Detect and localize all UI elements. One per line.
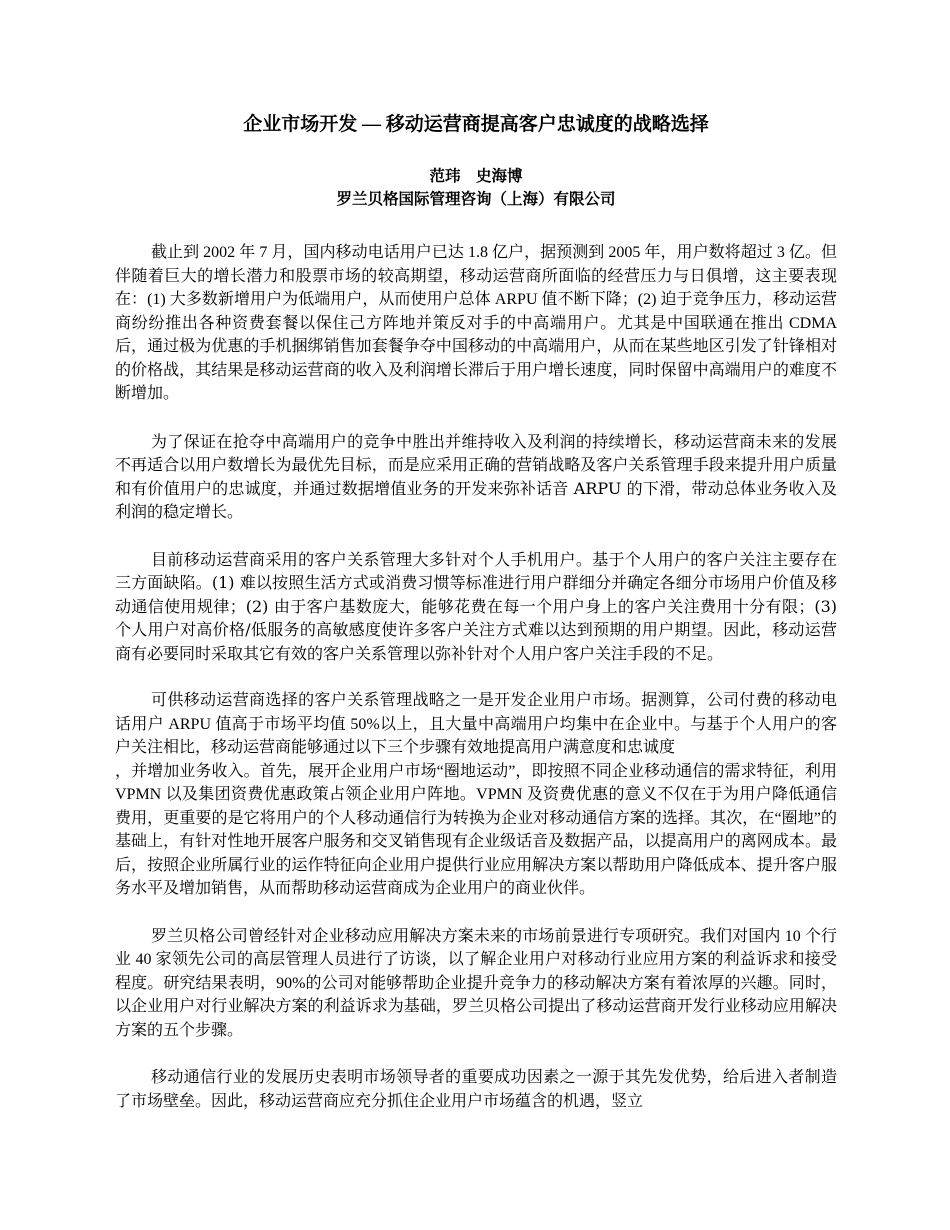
document-authors: 范玮 史海博 bbox=[429, 168, 523, 185]
paragraph-5: 罗兰贝格公司曾经针对企业移动应用解决方案未来的市场前景进行专项研究。我们对国内 10 个行业 40 家领先公司的高层管理人员进行了访谈，以了解企业用户对移动行业应用方案的利益诉求和接受程度。研究结果表明，90%的公司对能够帮助企业提升竞争力的移动解决方案有着浓厚的兴趣。同时，以企业用户对行业解决方案的利益诉求为基础，罗兰贝格公司提出了移动运营商开发行业移动应用解决方案的五个步骤。 bbox=[115, 927, 837, 1039]
paragraph-6: 移动通信行业的发展历史表明市场领导者的重要成功因素之一源于其先发优势，给后进入者制造了市场壁垒。因此，移动运营商应充分抓住企业用户市场蕴含的机遇，竖立 bbox=[115, 1069, 837, 1110]
paragraph-4: 可供移动运营商选择的客户关系管理战略之一是开发企业用户市场。据测算，公司付费的移动电话用户 ARPU 值高于市场平均值 50%以上，且大量中高端用户均集中在企业中。与基于个人用户的客户关注相比，移动运营商能够通过以下三个步骤有效地提高用户满意度和忠诚度 bbox=[115, 692, 837, 756]
document-title: 企业市场开发 — 移动运营商提高客户忠诚度的战略选择 bbox=[243, 114, 709, 135]
paragraph-4-continued: ，并增加业务收入。首先，展开企业用户市场“圈地运动”，即按照不同企业移动通信的需求特征，利用 VPMN 以及集团资费优惠政策占领企业用户阵地。VPMN 及资费优惠的意义不仅在于为用户降低通信费用，更重要的是它将用户的个人移动通信行为转换为企业对移动通信方案的选择。其次，在“圈地”的基础上，有针对性地开展客户服务和交叉销售现有企业级话音及数据产品，以提高用户的离网成本。最后，按照企业所属行业的运作特征向企业用户提供行业应用解决方案以帮助用户降低成本、提升客户服务水平及增加销售，从而帮助移动运营商成为企业用户的商业伙伴。 bbox=[115, 762, 837, 897]
document-page bbox=[115, 110, 837, 1137]
document-organization: 罗兰贝格国际管理咨询（上海）有限公司 bbox=[336, 191, 616, 208]
paragraph-2: 为了保证在抢夺中高端用户的竞争中胜出并维持收入及利润的持续增长，移动运营商未来的发展不再适合以用户数增长为最优先目标，而是应采用正确的营销战略及客户关系管理手段来提升用户质量和有价值用户的忠诚度，并通过数据增值业务的开发来弥补话音 ARPU 的下滑，带动总体业务收入及利润的稳定增长。 bbox=[115, 431, 837, 521]
paragraph-1: 截止到 2002 年 7 月，国内移动电话用户已达 1.8 亿户，据预测到 2005 年，用户数将超过 3 亿。但伴随着巨大的增长潜力和股票市场的较高期望，移动运营商所面临的经营压力与日俱增，这主要表现在：(1) 大多数新增用户为低端用户，从而使用户总体 ARPU 值不断下降；(2) 迫于竞争压力，移动运营商纷纷推出各种资费套餐以保住己方阵地并策反对手的中高端用户。尤其是中国联通在推出 CDMA 后，通过极为优惠的手机捆绑销售加套餐争夺中国移动的中高端用户，从而在某些地区引发了针锋相对的价格战，其结果是移动运营商的收入及利润增长滞后于用户增长速度，同时保留中高端用户的难度不断增加。 bbox=[115, 244, 837, 402]
paragraph-3: 目前移动运营商采用的客户关系管理大多针对个人手机用户。基于个人用户的客户关注主要存在三方面缺陷。(1) 难以按照生活方式或消费习惯等标准进行用户群细分并确定各细分市场用户价值及移动通信使用规律；(2) 由于客户基数庞大，能够花费在每一个用户身上的客户关注费用十分有限；(3) 个人用户对高价格/低服务的高敏感度使许多客户关注方式难以达到预期的用户期望。因此，移动运营商有必要同时采取其它有效的客户关系管理以弥补针对个人用户客户关注手段的不足。 bbox=[115, 549, 837, 663]
